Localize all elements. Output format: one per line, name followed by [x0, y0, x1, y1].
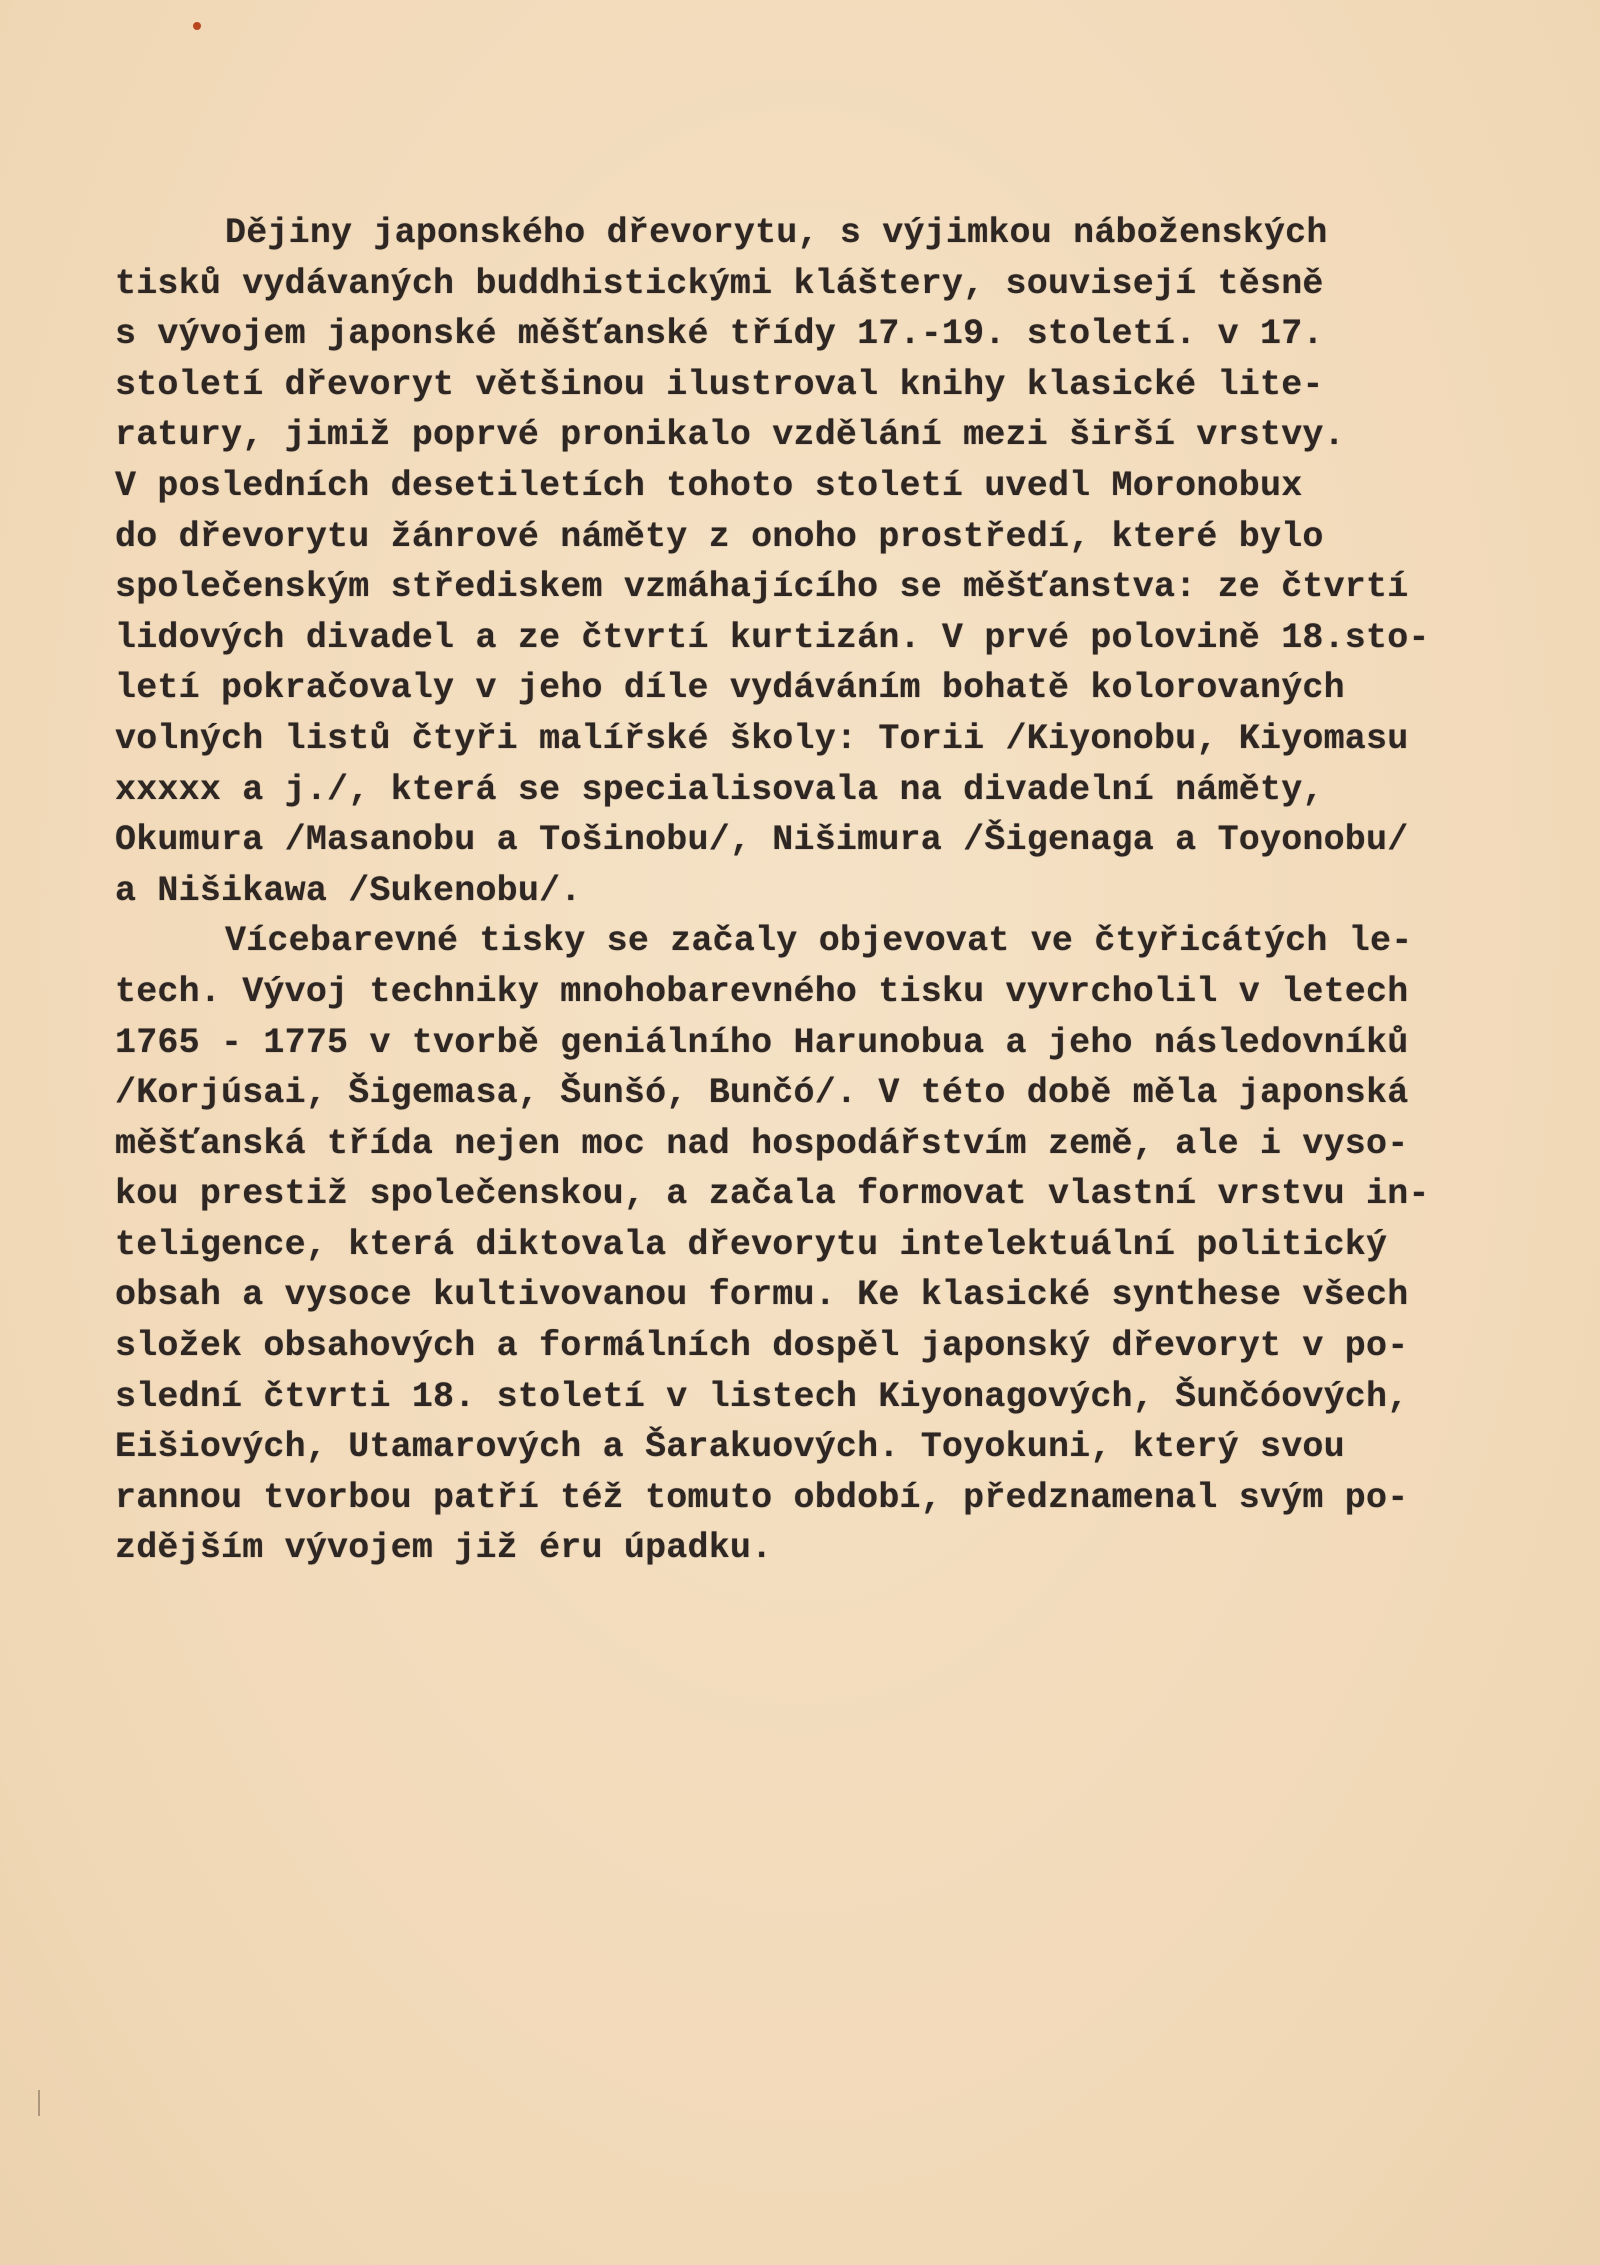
text-line: společenským střediskem vzmáhajícího se měšťanstva: ze čtvrtí — [115, 567, 1409, 608]
text-line: teligence, která diktovala dřevorytu intelektuální politický — [115, 1224, 1388, 1265]
text-line: rannou tvorbou patří též tomuto období, předznamenal svým po- — [115, 1477, 1409, 1518]
text-line: měšťanská třída nejen moc nad hospodářstvím země, ale i vyso- — [115, 1123, 1409, 1164]
text-line: do dřevorytu žánrové náměty z onoho prostředí, které bylo — [115, 516, 1324, 557]
text-line: Eišiových, Utamarových a Šarakuových. Toyokuni, který svou — [115, 1427, 1345, 1468]
text-line: tech. Vývoj techniky mnohobarevného tisku vyvrcholil v letech — [115, 971, 1409, 1012]
paragraph — [115, 208, 1515, 916]
text-line: xxxxx a j./, která se specialisovala na divadelní náměty, — [115, 769, 1324, 810]
text-line: Dějiny japonského dřevorytu, s výjimkou náboženských — [225, 213, 1328, 253]
text-line: Okumura /Masanobu a Tošinobu/, Nišimura /Šigenaga a Toyonobu/ — [115, 820, 1409, 861]
text-line: a Nišikawa /Sukenobu/. — [115, 870, 582, 911]
margin-mark — [38, 2090, 40, 2116]
text-line: 1765 - 1775 v tvorbě geniálního Harunobua a jeho následovníků — [115, 1022, 1409, 1063]
text-line: V posledních desetiletích tohoto století uvedl Moronobux — [115, 465, 1303, 506]
text-line: s vývojem japonské měšťanské třídy 17.-19. století. v 17. — [115, 314, 1324, 355]
ink-spot — [193, 22, 201, 30]
text-line: lidových divadel a ze čtvrtí kurtizán. V prvé polovině 18.sto- — [115, 617, 1430, 658]
text-line: zdějším vývojem již éru úpadku. — [115, 1528, 773, 1569]
text-line: letí pokračovaly v jeho díle vydáváním bohatě kolorovaných — [115, 668, 1345, 709]
text-line: složek obsahových a formálních dospěl japonský dřevoryt v po- — [115, 1326, 1409, 1367]
text-line: obsah a vysoce kultivovanou formu. Ke klasické synthese všech — [115, 1275, 1409, 1316]
text-line: Vícebarevné tisky se začaly objevovat ve čtyřicátých le- — [225, 921, 1413, 962]
text-line: tisků vydávaných buddhistickými kláštery, souvisejí těsně — [115, 263, 1324, 304]
text-line: volných listů čtyři malířské školy: Torii /Kiyonobu, Kiyomasu — [115, 718, 1409, 759]
body-text — [115, 208, 1515, 1574]
text-line: slední čtvrti 18. století v listech Kiyonagových, Šunčóových, — [115, 1376, 1409, 1417]
text-line: ratury, jimiž poprvé pronikalo vzdělání mezi širší vrstvy. — [115, 415, 1345, 456]
paragraph — [115, 916, 1515, 1574]
text-line: století dřevoryt většinou ilustroval knihy klasické lite- — [115, 364, 1324, 405]
text-line: kou prestiž společenskou, a začala formovat vlastní vrstvu in- — [115, 1174, 1430, 1215]
text-line: /Korjúsai, Šigemasa, Šunšó, Bunčó/. V této době měla japonská — [115, 1073, 1409, 1114]
